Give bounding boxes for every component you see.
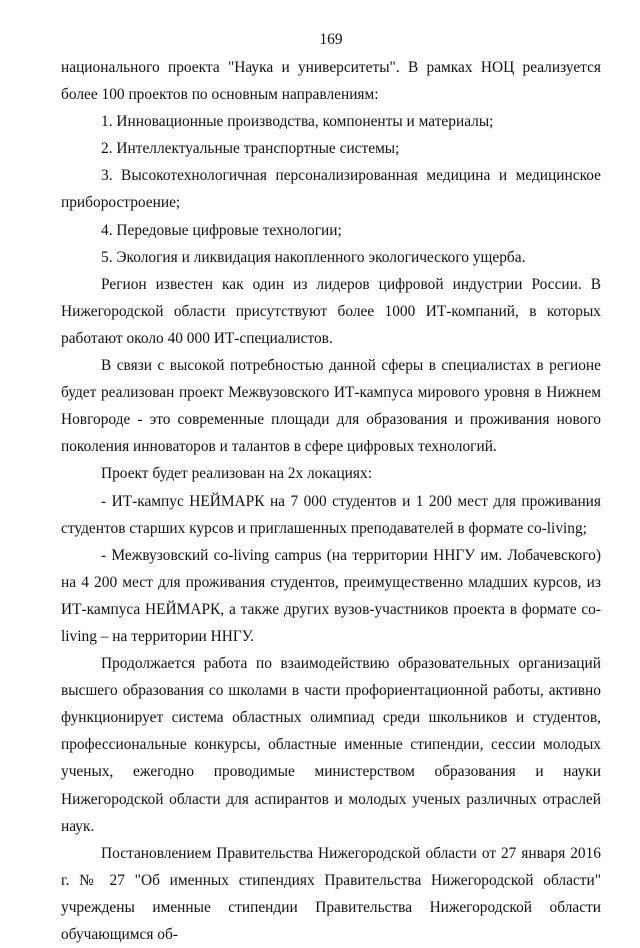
page-number: 169 <box>319 31 343 48</box>
paragraph-it-campus: В связи с высокой потребностью данной сферы в специалистах в регионе будет реализован проект Межвузовского ИТ-кампуса мирового уровня в Нижнем Новгороде - это современные площади для образования и проживания нового поколения инноваторов и талантов в сфере цифровых технологий. <box>61 357 601 456</box>
location-item-co-living: - Межвузовский co-living campus (на территории ННГУ им. Лобачевского) на 4 200 мест для проживания студентов, преимущественно младших курсов, из ИТ-кампуса НЕЙМАРК, а также других вузов-участников проекта в формате co-living – на территории ННГУ. <box>61 546 601 645</box>
location-item-neimark: - ИТ-кампус НЕЙМАРК на 7 000 студентов и 1 200 мест для проживания студентов старших курсов и приглашенных преподавателей в формате co-living; <box>61 492 601 537</box>
list-item-1: 1. Инновационные производства, компоненты и материалы; <box>101 113 494 131</box>
document-page <box>61 28 601 948</box>
list-item-5: 5. Экология и ликвидация накопленного экологического ущерба. <box>101 248 526 266</box>
paragraph-career-guidance: Продолжается работа по взаимодействию образовательных организаций высшего образования со школами в части профориентационной работы, активно функционирует система областных олимпиад среди школьников и студентов, профессиональные конкурсы, областные именные стипендии, сессии молодых ученых, ежегодно проводимые министерством образования и науки Нижегородской области для аспирантов и молодых ученых различных отраслей наук. <box>61 655 601 835</box>
paragraph-intro: национального проекта "Наука и университеты". В рамках НОЦ реализуется более 100 проектов по основным направлениям: <box>61 59 601 104</box>
list-item-4: 4. Передовые цифровые технологии; <box>101 221 342 239</box>
paragraph-locations: Проект будет реализован на 2х локациях: <box>101 465 372 483</box>
paragraph-scholarships: Постановлением Правительства Нижегородской области от 27 января 2016 г. № 27 "Об именных стипендиях Правительства Нижегородской области" учреждены именные стипендии Правительства Нижегородской области обучающимся об- <box>61 844 601 943</box>
list-item-3: 3. Высокотехнологичная персонализированная медицина и медицинское приборостроение; <box>61 167 601 212</box>
list-item-2: 2. Интеллектуальные транспортные системы; <box>101 140 400 158</box>
paragraph-digital-industry: Регион известен как один из лидеров цифровой индустрии России. В Нижегородской области присутствуют более 1000 ИТ-компаний, в которых работают около 40 000 ИТ-специалистов. <box>61 275 601 347</box>
